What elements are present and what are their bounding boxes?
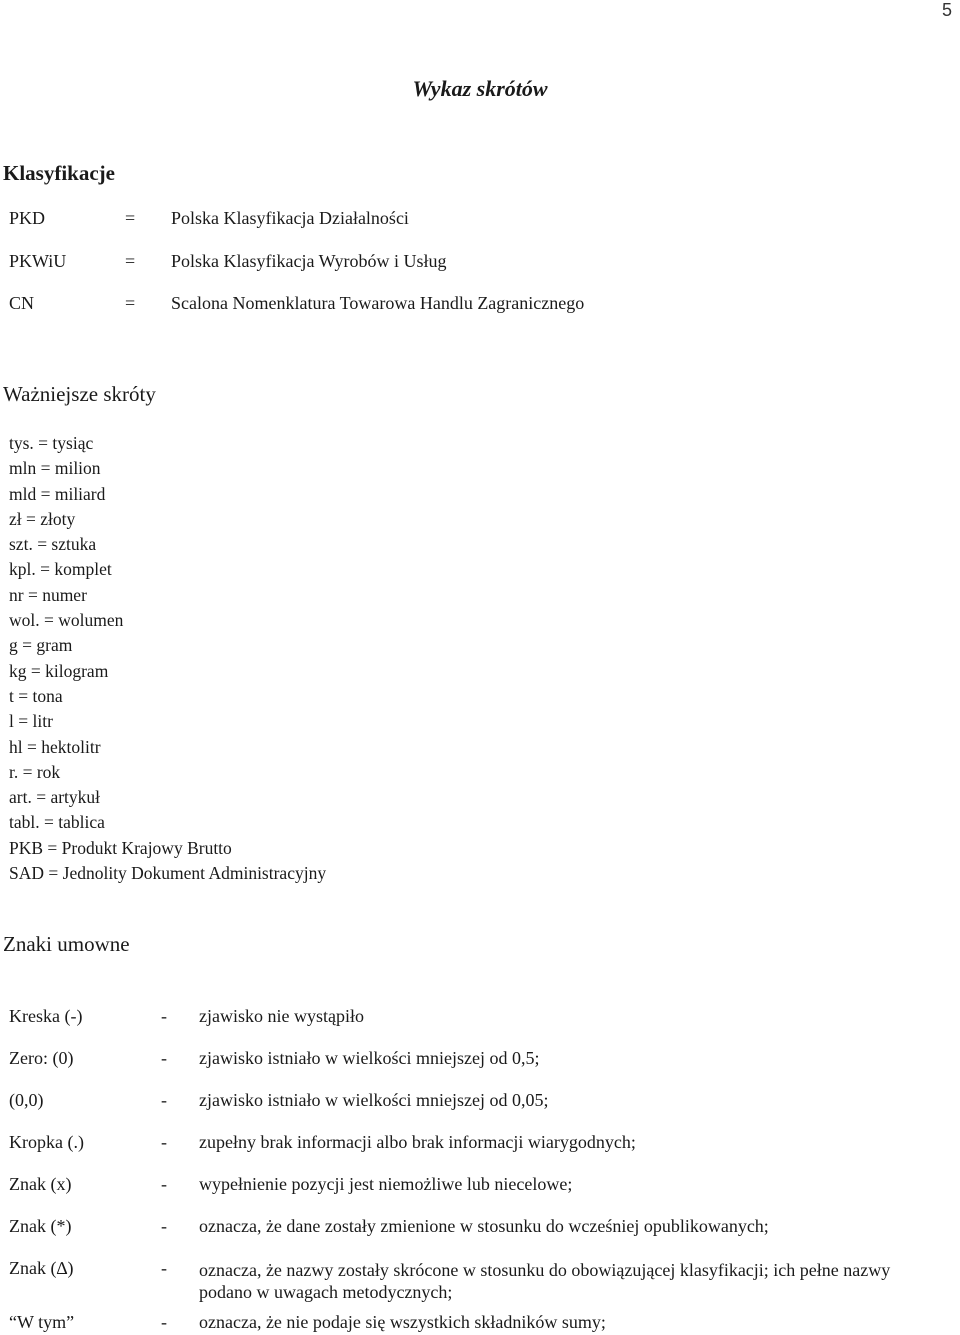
symbol-dash: - bbox=[161, 1090, 167, 1110]
classification-separator: = bbox=[125, 208, 136, 228]
classification-code: PKWiU bbox=[9, 251, 67, 271]
symbol-description: oznacza, że dane zostały zmienione w stosunku do wcześniej opublikowanych; bbox=[199, 1216, 769, 1236]
abbreviation-item: wol. = wolumen bbox=[9, 610, 124, 631]
abbreviation-item: hl = hektolitr bbox=[9, 736, 101, 757]
abbreviation-item: art. = artykuł bbox=[9, 787, 101, 808]
abbreviation-item: SAD = Jednolity Dokument Administracyjny bbox=[9, 863, 327, 884]
classification-description: Scalona Nomenklatura Towarowa Handlu Zagranicznego bbox=[171, 293, 585, 313]
page-title: Wykaz skrótów bbox=[412, 76, 548, 101]
symbol-name: (0,0) bbox=[9, 1090, 44, 1110]
symbol-dash: - bbox=[161, 1132, 167, 1152]
classification-separator: = bbox=[125, 293, 136, 313]
classifications-heading: Klasyfikacje bbox=[3, 161, 115, 185]
page-number: 5 bbox=[941, 0, 952, 20]
classification-description: Polska Klasyfikacja Działalności bbox=[171, 208, 409, 228]
abbreviation-item: mld = miliard bbox=[9, 483, 106, 504]
classification-description: Polska Klasyfikacja Wyrobów i Usług bbox=[171, 251, 447, 271]
symbol-name: Znak (x) bbox=[9, 1174, 72, 1194]
classification-code: CN bbox=[9, 293, 35, 313]
symbol-dash: - bbox=[161, 1216, 167, 1236]
abbreviation-item: tys. = tysiąc bbox=[9, 433, 94, 453]
abbreviation-item: zł = złoty bbox=[9, 508, 76, 529]
abbreviation-item: tabl. = tablica bbox=[9, 812, 105, 833]
symbol-dash: - bbox=[161, 1258, 167, 1278]
abbreviations-heading: Ważniejsze skróty bbox=[3, 382, 156, 406]
classification-separator: = bbox=[125, 251, 136, 271]
symbol-description: oznacza, że nie podaje się wszystkich składników sumy; bbox=[199, 1312, 606, 1332]
symbol-name: Znak (∆) bbox=[9, 1258, 74, 1278]
abbreviation-item: mln = milion bbox=[9, 458, 101, 479]
symbols-heading: Znaki umowne bbox=[3, 932, 130, 956]
symbol-description: zjawisko istniało w wielkości mniejszej od 0,5; bbox=[199, 1048, 540, 1068]
abbreviation-item: szt. = sztuka bbox=[9, 534, 97, 555]
abbreviation-item: nr = numer bbox=[9, 584, 87, 605]
symbol-name: Kreska (-) bbox=[9, 1006, 83, 1026]
abbreviation-item: r. = rok bbox=[9, 761, 61, 782]
abbreviation-item: t = tona bbox=[9, 685, 63, 706]
symbol-dash: - bbox=[161, 1174, 167, 1194]
symbol-description: wypełnienie pozycji jest niemożliwe lub niecelowe; bbox=[199, 1174, 573, 1194]
abbreviation-item: kg = kilogram bbox=[9, 660, 109, 681]
symbol-name: Znak (*) bbox=[9, 1216, 72, 1236]
abbreviation-item: PKB = Produkt Krajowy Brutto bbox=[9, 837, 232, 858]
symbol-name: Kropka (.) bbox=[9, 1132, 84, 1152]
symbol-description: oznacza, że nazwy zostały skrócone w stosunku do obowiązującej klasyfikacji; ich pełne nazwy podano w uwagach metodycznych; bbox=[199, 1260, 891, 1302]
symbol-name: “W tym” bbox=[9, 1312, 75, 1332]
abbreviation-item: g = gram bbox=[9, 635, 73, 656]
symbol-dash: - bbox=[161, 1312, 167, 1332]
symbol-dash: - bbox=[161, 1048, 167, 1068]
symbol-description: zjawisko istniało w wielkości mniejszej od 0,05; bbox=[199, 1090, 549, 1110]
symbol-dash: - bbox=[161, 1006, 167, 1026]
symbol-description: zupełny brak informacji albo brak informacji wiarygodnych; bbox=[199, 1132, 636, 1152]
abbreviation-item: kpl. = komplet bbox=[9, 559, 112, 580]
symbol-name: Zero: (0) bbox=[9, 1048, 74, 1068]
symbol-description: zjawisko nie wystąpiło bbox=[199, 1006, 364, 1026]
classification-code: PKD bbox=[9, 208, 46, 228]
abbreviation-item: l = litr bbox=[9, 711, 53, 732]
abbreviation-list bbox=[9, 431, 326, 886]
